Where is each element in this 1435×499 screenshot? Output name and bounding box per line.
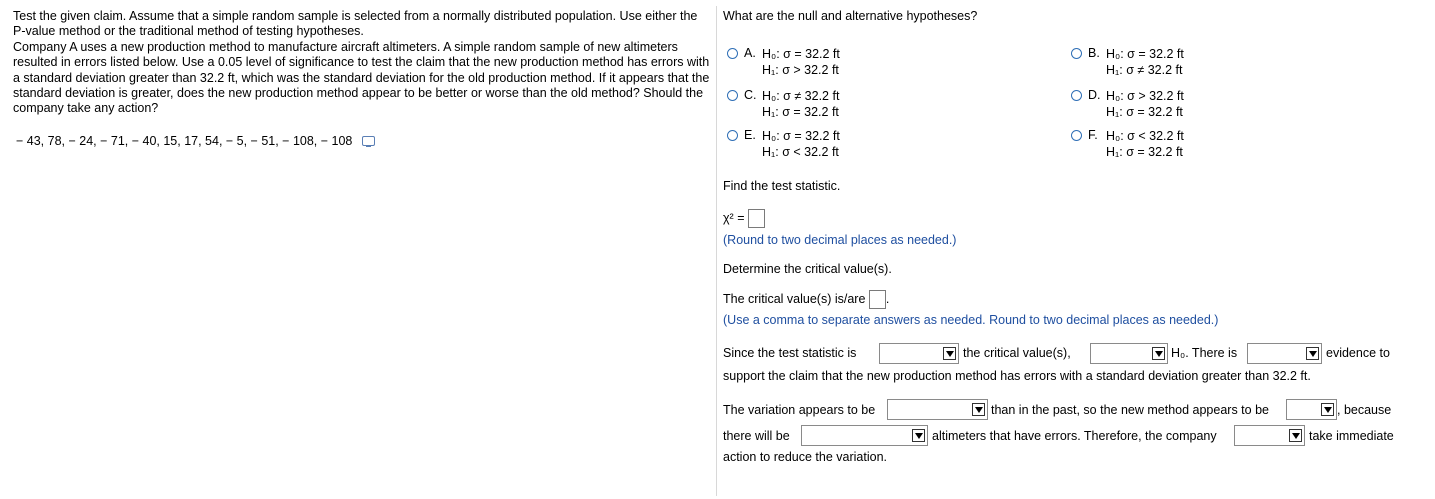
dropdown-arrow-icon bbox=[1306, 347, 1319, 360]
option-f-h0: H₀: σ < 32.2 ft bbox=[1106, 129, 1184, 143]
option-a-h0: H₀: σ = 32.2 ft bbox=[762, 47, 840, 61]
option-d-h1: H₁: σ = 32.2 ft bbox=[1106, 105, 1183, 119]
action-dropdown[interactable] bbox=[1234, 425, 1305, 446]
problem-intro: Test the given claim. Assume that a simple random sample is selected from a normally distributed population. Use either the P-value method or the traditional method of testing hypotheses. bbox=[13, 9, 698, 39]
radio-option-f[interactable] bbox=[1071, 130, 1082, 141]
option-f-h1: H₁: σ = 32.2 ft bbox=[1106, 145, 1183, 159]
hypotheses-question: What are the null and alternative hypotheses? bbox=[723, 9, 978, 23]
test-statistic-prompt: Find the test statistic. bbox=[723, 179, 841, 193]
interpretation-text-3: , because bbox=[1337, 403, 1392, 417]
variation-dropdown[interactable] bbox=[887, 399, 988, 420]
radio-option-d[interactable] bbox=[1071, 90, 1082, 101]
option-b-h1: H₁: σ ≠ 32.2 ft bbox=[1106, 63, 1183, 77]
evidence-dropdown[interactable] bbox=[1247, 343, 1322, 364]
conclusion-text-4: evidence to bbox=[1326, 346, 1390, 360]
interpretation-text-5: altimeters that have errors. Therefore, the company bbox=[932, 429, 1217, 443]
option-e[interactable] bbox=[727, 128, 840, 160]
option-b-h0: H₀: σ = 32.2 ft bbox=[1106, 47, 1184, 61]
option-a-h1: H₁: σ > 32.2 ft bbox=[762, 63, 839, 77]
option-d[interactable] bbox=[1071, 88, 1184, 120]
test-statistic-input[interactable] bbox=[748, 209, 765, 228]
conclusion-text-3: H₀. There is bbox=[1171, 346, 1238, 360]
radio-option-b[interactable] bbox=[1071, 48, 1082, 59]
critical-value-input[interactable] bbox=[869, 290, 886, 309]
option-b-letter: B. bbox=[1088, 46, 1100, 60]
data-values: − 43, 78, − 24, − 71, − 40, 15, 17, 54, − 5, − 51, − 108, − 108 bbox=[16, 134, 353, 148]
altimeter-quantity-dropdown[interactable] bbox=[801, 425, 928, 446]
panel-divider bbox=[716, 6, 717, 496]
interpretation-text-6: take immediate bbox=[1309, 429, 1394, 443]
dropdown-arrow-icon bbox=[1289, 429, 1302, 442]
test-statistic-row bbox=[723, 209, 765, 228]
interpretation-text-4: there will be bbox=[723, 429, 790, 443]
critical-value-prompt: Determine the critical value(s). bbox=[723, 262, 892, 276]
option-e-letter: E. bbox=[744, 128, 756, 142]
option-f[interactable] bbox=[1071, 128, 1184, 160]
option-d-letter: D. bbox=[1088, 88, 1101, 102]
option-c-letter: C. bbox=[744, 88, 757, 102]
data-values-row bbox=[16, 134, 375, 148]
conclusion-text-2: the critical value(s), bbox=[963, 346, 1071, 360]
test-statistic-note: (Round to two decimal places as needed.) bbox=[723, 233, 957, 247]
interpretation-text-1: The variation appears to be bbox=[723, 403, 876, 417]
radio-option-a[interactable] bbox=[727, 48, 738, 59]
data-copy-icon[interactable] bbox=[362, 136, 375, 146]
problem-statement bbox=[13, 9, 713, 117]
conclusion-text-5: support the claim that the new production method has errors with a standard deviation greater than 32.2 ft. bbox=[723, 369, 1311, 383]
critical-value-label: The critical value(s) is/are bbox=[723, 291, 866, 306]
radio-option-e[interactable] bbox=[727, 130, 738, 141]
comparison-dropdown[interactable] bbox=[879, 343, 959, 364]
option-e-h0: H₀: σ = 32.2 ft bbox=[762, 129, 840, 143]
option-e-h1: H₁: σ < 32.2 ft bbox=[762, 145, 839, 159]
problem-body: Company A uses a new production method to manufacture aircraft altimeters. A simple random sample of new altimeters resulted in errors listed below. Use a 0.05 level of significance to test the claim that the new production method has errors with a standard deviation greater than 32.2 ft, which was the standard deviation for the old production method. If it appears that the standard deviation is greater, does the new production method appear to be better or worse than the old method? Should the company take any action? bbox=[13, 39, 710, 116]
interpretation-text-7: action to reduce the variation. bbox=[723, 450, 887, 464]
option-b[interactable] bbox=[1071, 46, 1184, 78]
option-c-h1: H₁: σ = 32.2 ft bbox=[762, 105, 839, 119]
interpretation-text-2: than in the past, so the new method appears to be bbox=[991, 403, 1269, 417]
dropdown-arrow-icon bbox=[1152, 347, 1165, 360]
better-worse-dropdown[interactable] bbox=[1286, 399, 1337, 420]
critical-value-row: The critical value(s) is/are . bbox=[723, 290, 889, 309]
dropdown-arrow-icon bbox=[1321, 403, 1334, 416]
radio-option-c[interactable] bbox=[727, 90, 738, 101]
dropdown-arrow-icon bbox=[972, 403, 985, 416]
dropdown-arrow-icon bbox=[943, 347, 956, 360]
option-c-h0: H₀: σ ≠ 32.2 ft bbox=[762, 89, 840, 103]
critical-value-note: (Use a comma to separate answers as needed. Round to two decimal places as needed.) bbox=[723, 313, 1219, 327]
option-c[interactable] bbox=[727, 88, 839, 120]
dropdown-arrow-icon bbox=[912, 429, 925, 442]
conclusion-text-1: Since the test statistic is bbox=[723, 346, 857, 360]
option-f-letter: F. bbox=[1088, 128, 1098, 142]
option-a[interactable] bbox=[727, 46, 840, 78]
option-d-h0: H₀: σ > 32.2 ft bbox=[1106, 89, 1184, 103]
option-a-letter: A. bbox=[744, 46, 756, 60]
decision-dropdown[interactable] bbox=[1090, 343, 1168, 364]
chi-square-label: χ² = bbox=[723, 210, 745, 225]
